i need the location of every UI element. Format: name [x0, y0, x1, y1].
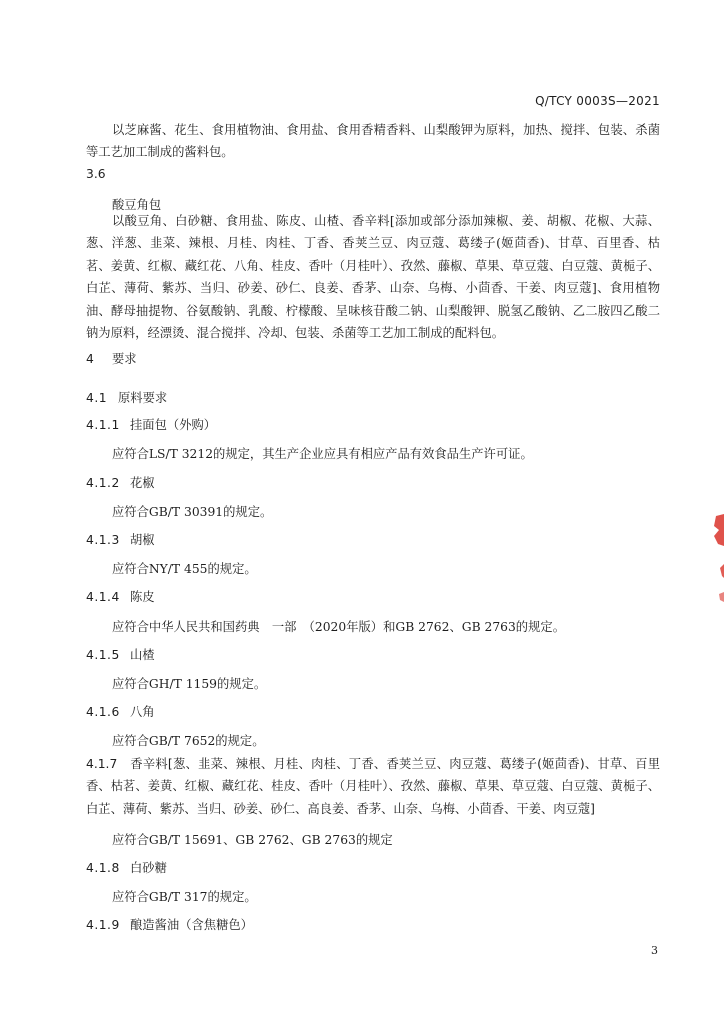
item-number: 4.1.6	[86, 705, 120, 719]
item-4-1-4-heading	[86, 587, 155, 605]
item-title: 香辛料[葱、韭菜、辣根、月桂、肉桂、丁香、香荚兰豆、肉豆蔻、葛缕子(姬茴香)、甘草、百里香、枯茗、姜黄、红椒、藏红花、桂皮、香叶（月桂叶）、孜然、藤椒、草果、草豆蔻、白豆蔻、黄栀子、白芷、薄荷、紫苏、当归、砂姜、砂仁、高良姜、香茅、山奈、乌梅、小茴香、干姜、肉豆蔻]	[86, 757, 660, 816]
section-4-1-number: 4.1	[86, 391, 108, 405]
item-4-1-3-text: 应符合NY/T 455的规定。	[112, 562, 257, 576]
page-number: 3	[651, 944, 658, 957]
item-4-1-1-text: 应符合LS/T 3212的规定，其生产企业应具有相应产品有效食品生产许可证。	[112, 447, 533, 461]
section-4-heading	[86, 349, 137, 367]
intro-paragraph: 以芝麻酱、花生、食用植物油、食用盐、食用香精香料、山梨酸钾为原料，加热、搅拌、包装、杀菌等工艺加工制成的酱料包。	[86, 123, 660, 160]
item-4-1-9-heading	[86, 915, 253, 933]
item-number: 4.1.4	[86, 590, 120, 604]
item-4-1-2-text: 应符合GB/T 30391的规定。	[112, 505, 273, 519]
item-title: 山楂	[130, 648, 155, 662]
stamp-fragment	[710, 514, 724, 604]
item-title: 胡椒	[130, 533, 155, 547]
item-4-1-6-heading	[86, 702, 155, 720]
item-4-1-8-heading	[86, 858, 167, 876]
section-4-1-heading	[86, 388, 167, 406]
item-number: 4.1.5	[86, 648, 120, 662]
item-number: 4.1.2	[86, 476, 120, 490]
item-number: 4.1.9	[86, 918, 120, 932]
section-4-1-title: 原料要求	[118, 391, 168, 405]
section-3-6-number: 3.6	[86, 167, 106, 181]
item-number: 4.1.1	[86, 418, 120, 432]
item-4-1-3-heading	[86, 530, 155, 548]
doc-code: Q/TCY 0003S—2021	[535, 94, 660, 108]
item-title: 花椒	[130, 476, 155, 490]
item-4-1-2-heading	[86, 473, 155, 491]
item-4-1-4-text: 应符合中华人民共和国药典 一部 （2020年版）和GB 2762、GB 2763的规定。	[112, 620, 565, 634]
item-4-1-6-text: 应符合GB/T 7652的规定。	[112, 734, 265, 748]
item-title: 白砂糖	[130, 861, 167, 875]
item-4-1-1-heading	[86, 415, 216, 433]
section-3-6-title: 酸豆角包	[112, 198, 162, 212]
item-4-1-7-text: 应符合GB/T 15691、GB 2762、GB 2763的规定	[112, 833, 393, 847]
section-3-6-text: 以酸豆角、白砂糖、食用盐、陈皮、山楂、香辛料[添加或部分添加辣椒、姜、胡椒、花椒、大蒜、葱、洋葱、韭菜、辣根、月桂、肉桂、丁香、香荚兰豆、肉豆蔻、葛缕子(姬茴香)、甘草、百里香、枯茗、姜黄、红椒、藏红花、八角、桂皮、香叶（月桂叶）、孜然、藤椒、草果、草豆蔻、白豆蔻、黄栀子、白芷、薄荷、紫苏、当归、砂姜、砂仁、良姜、香茅、山奈、乌梅、小茴香、干姜、肉豆蔻]、食用植物油、酵母抽提物、谷氨酸钠、乳酸、柠檬酸、呈味核苷酸二钠、山梨酸钾、脱氢乙酸钠、乙二胺四乙酸二钠为原料，经漂烫、混合搅拌、冷却、包装、杀菌等工艺加工制成的配料包。	[86, 214, 660, 341]
item-4-1-5-heading	[86, 645, 155, 663]
item-number: 4.1.3	[86, 533, 120, 547]
item-4-1-5-text: 应符合GH/T 1159的规定。	[112, 677, 267, 691]
item-title: 酿造酱油（含焦糖色）	[130, 918, 253, 932]
item-number: 4.1.8	[86, 861, 120, 875]
item-title: 陈皮	[130, 590, 155, 604]
section-4-number: 4	[86, 352, 95, 366]
item-number: 4.1.7	[86, 757, 118, 771]
item-4-1-8-text: 应符合GB/T 317的规定。	[112, 890, 257, 904]
item-4-1-7-heading	[86, 753, 660, 820]
section-4-title: 要求	[112, 352, 137, 366]
item-title: 挂面包（外购）	[130, 418, 217, 432]
item-title: 八角	[130, 705, 155, 719]
